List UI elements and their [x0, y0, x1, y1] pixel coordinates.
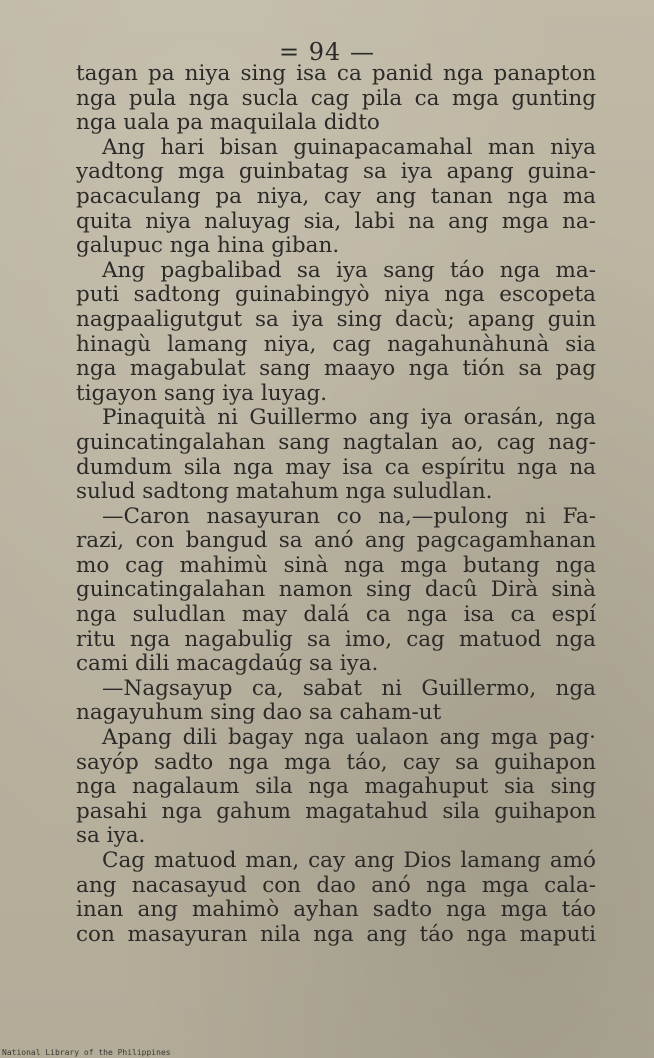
text-line: —Nagsayup ca, sabat ni Guillermo, nga	[102, 675, 596, 701]
text-line: sulud sadtong matahum nga suludlan.	[76, 479, 493, 505]
text-line: dumdum sila nga may isa ca espíritu nga na	[76, 454, 596, 480]
text-line: hinagù lamang niya, cag nagahunàhunà sia	[76, 331, 596, 357]
text-line: nagayuhum sing dao sa caham-ut	[76, 700, 442, 726]
text-line: pacaculang pa niya, cay ang tanan nga ma	[76, 183, 596, 209]
text-line: Pinaquità ni Guillermo ang iya orasán, nga	[102, 405, 596, 431]
text-line: sa iya.	[76, 823, 146, 849]
text-line: ritu nga nagabulig sa imo, cag matuod nga	[76, 626, 596, 652]
text-line: nga nagalaum sila nga magahuput sia sing	[76, 774, 596, 800]
text-line: razi, con bangud sa anó ang pagcagamhanan	[76, 528, 596, 554]
text-line: Ang pagbalibad sa iya sang táo nga ma-	[102, 257, 596, 283]
text-line: inan ang mahimò ayhan sadto nga mga táo	[76, 897, 596, 923]
text-line: Ang hari bisan guinapacamahal man niya	[102, 134, 596, 160]
text-line: nagpaaligutgut sa iya sing dacù; apang guin	[76, 306, 596, 332]
text-line: guincatingalahan namon sing dacû Dirà sinà	[76, 577, 596, 603]
text-line: galupuc nga hina giban.	[76, 233, 340, 259]
text-line: nga uala pa maquilala didto	[76, 110, 380, 136]
text-line: guincatingalahan sang nagtalan ao, cag nag-	[76, 429, 596, 455]
text-line: tagan pa niya sing isa ca panid nga panapton	[76, 61, 596, 86]
page-number: = 94 —	[279, 38, 375, 66]
text-line: quita niya naluyag sia, labi na ang mga na-	[76, 208, 596, 234]
text-line: tigayon sang iya luyag.	[76, 380, 328, 406]
text-line: —Caron nasayuran co na,—pulong ni Fa-	[102, 503, 596, 529]
text-line: Cag matuod man, cay ang Dios lamang amó	[102, 848, 596, 873]
library-credit: National Library of the Philippines	[2, 1048, 171, 1057]
text-line: pasahi nga gahum magatahud sila guihapon	[76, 798, 596, 824]
text-line: ang nacasayud con dao anó nga mga cala-	[76, 872, 596, 898]
text-line: yadtong mga guinbatag sa iya apang guina-	[76, 159, 596, 185]
text-line: con masayuran nila nga ang táo nga maputi	[76, 921, 596, 947]
text-line: nga magabulat sang maayo nga tión sa pag	[76, 356, 596, 382]
text-line: puti sadtong guinabingyò niya nga escopeta	[76, 282, 596, 308]
text-line: Apang dili bagay nga ualaon ang mga pag·	[102, 725, 596, 751]
text-line: mo cag mahimù sinà nga mga butang nga	[76, 552, 596, 578]
text-line: cami dili macagdaúg sa iya.	[76, 651, 379, 677]
text-line: nga suludlan may dalá ca nga isa ca espí	[76, 602, 596, 628]
text-line: nga pula nga sucla cag pila ca mga gunting	[76, 85, 596, 111]
text-line: sayóp sadto nga mga táo, cay sa guihapon	[76, 749, 596, 775]
body-text	[76, 62, 596, 947]
